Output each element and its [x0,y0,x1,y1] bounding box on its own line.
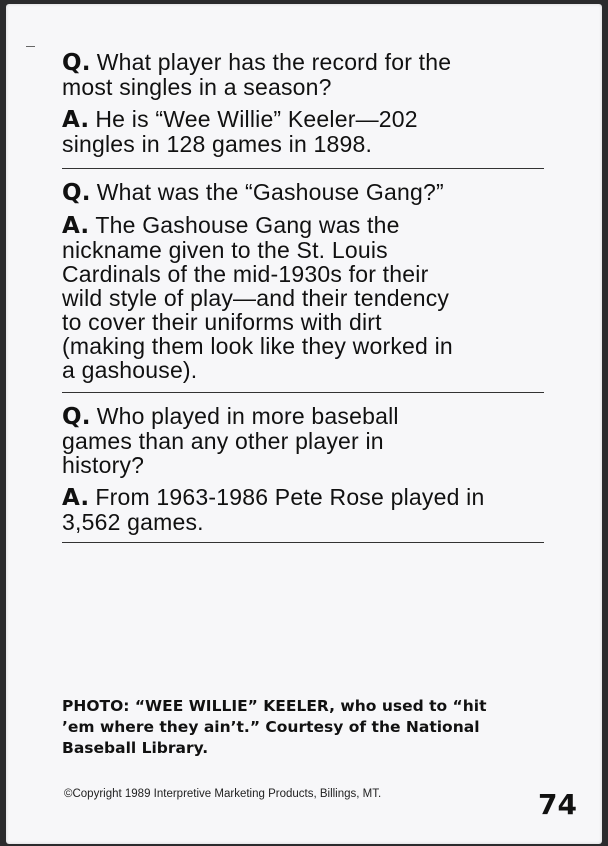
question-line: Q. What player has the record for the [62,49,452,76]
a-marker: A. [62,213,90,239]
qa-item [62,404,544,534]
answer-line: (making them look like they worked in [62,333,453,359]
copyright-notice: ©Copyright 1989 Interpretive Marketing Products, Billings, MT. [64,788,382,800]
answer-line: a gashouse). [62,357,198,383]
answer-line: A. The Gashouse Gang was the [62,212,400,239]
question-line: most singles in a season? [62,74,332,100]
a-marker: A. [62,107,90,133]
q-marker: Q. [62,404,91,430]
answer-line: singles in 128 games in 1898. [62,131,373,157]
question-line: games than any other player in [62,428,384,454]
divider [62,392,544,393]
answer-line: to cover their uniforms with dirt [62,309,382,335]
q-marker: Q. [62,180,91,206]
divider [62,542,544,543]
q-marker: Q. [62,50,91,76]
question-line: Q. Who played in more baseball [62,403,399,430]
corner-mark [26,46,35,47]
answer-line: wild style of play—and their tendency [62,285,450,311]
a-marker: A. [62,485,90,511]
qa-item [62,180,544,382]
divider [62,168,544,169]
qa-item [62,50,544,156]
answer-line: A. He is “Wee Willie” Keeler—202 [62,106,418,133]
question-line: Q. What was the “Gashouse Gang?” [62,179,444,206]
answer-line: A. From 1963-1986 Pete Rose played in [62,484,485,511]
answer-line: Cardinals of the mid-1930s for their [62,261,429,287]
answer-line: nickname given to the St. Louis [62,237,388,263]
question-line: history? [62,452,145,478]
card-number: 74 [538,788,577,821]
answer-line: 3,562 games. [62,509,204,535]
trivia-card [6,4,602,844]
photo-caption: PHOTO: “WEE WILLIE” KEELER, who used to “hit ’em where they ain’t.” Courtesy of the National Baseball Library. [62,697,487,757]
